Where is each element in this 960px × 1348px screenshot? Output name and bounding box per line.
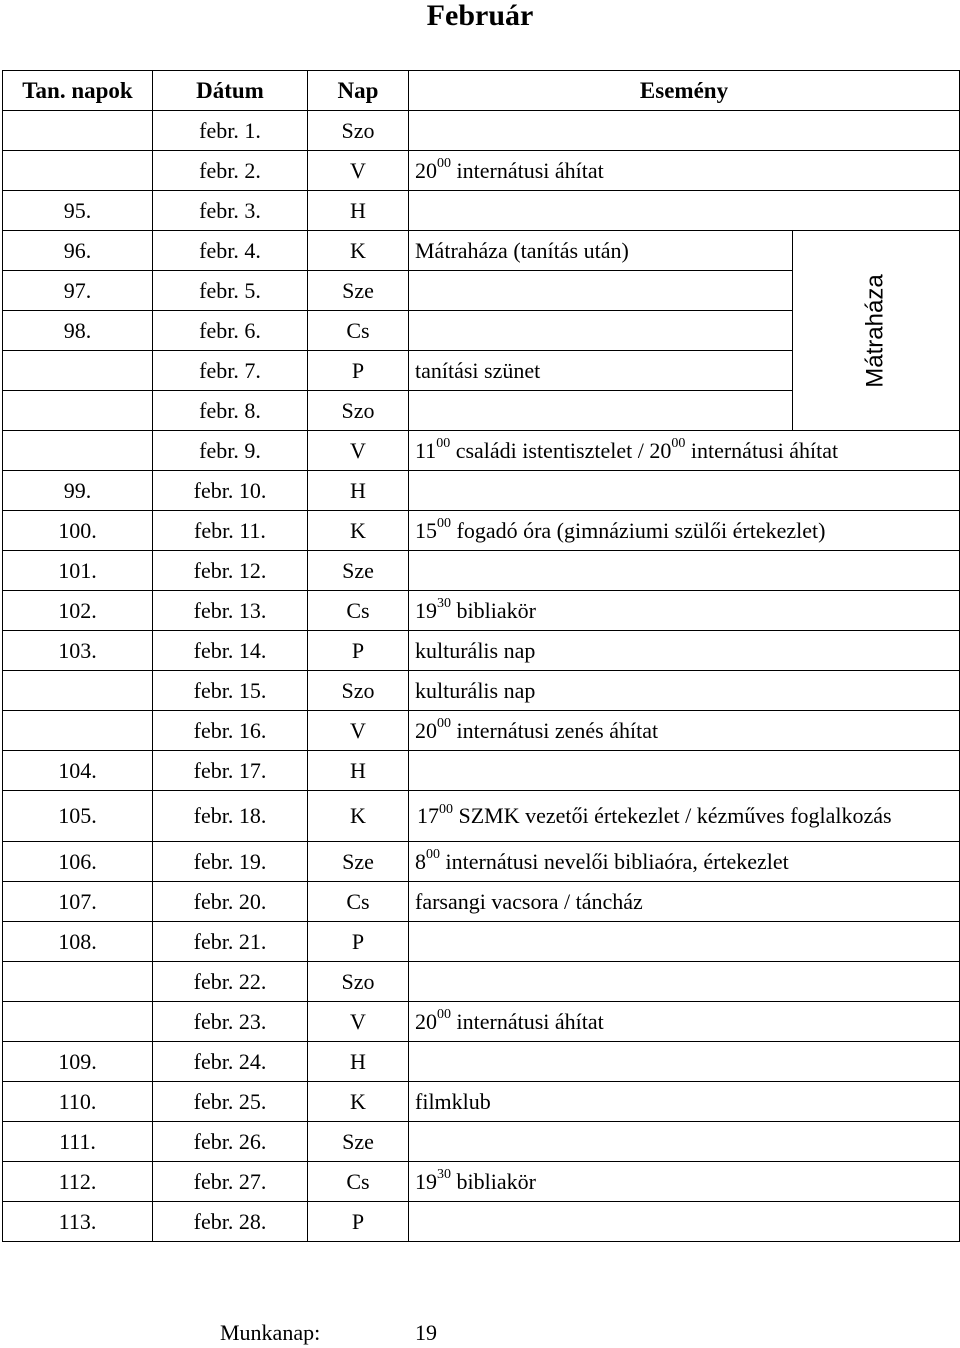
cell-weekday: V [308, 151, 409, 191]
cell-day-num: 106. [3, 842, 153, 882]
cell-event [409, 1082, 960, 1122]
header-event: Esemény [409, 71, 960, 111]
cell-weekday: V [308, 711, 409, 751]
table-row [3, 511, 960, 551]
cell-day-num: 110. [3, 1082, 153, 1122]
cell-event [409, 882, 960, 922]
cell-day-num: 100. [3, 511, 153, 551]
cell-date: febr. 18. [153, 791, 308, 842]
cell-day-num: 108. [3, 922, 153, 962]
event-time: 8 [415, 848, 426, 874]
cell-event [409, 391, 793, 431]
cell-day-num: 101. [3, 551, 153, 591]
cell-day-num [3, 151, 153, 191]
table-row [3, 1082, 960, 1122]
cell-event [409, 671, 960, 711]
cell-date: febr. 15. [153, 671, 308, 711]
cell-event [409, 351, 793, 391]
cell-weekday: H [308, 1042, 409, 1082]
cell-weekday: Sze [308, 1122, 409, 1162]
event-text: kulturális nap [415, 637, 536, 663]
event-time: 20 [415, 717, 437, 743]
cell-day-num: 102. [3, 591, 153, 631]
cell-date: febr. 20. [153, 882, 308, 922]
cell-weekday: Szo [308, 391, 409, 431]
event-text: SZMK vezetői értekezlet / kézműves foglalkozás [453, 803, 892, 828]
cell-event [409, 962, 960, 1002]
table-row [3, 1122, 960, 1162]
cell-day-num [3, 111, 153, 151]
cell-weekday: Sze [308, 551, 409, 591]
table-row [3, 711, 960, 751]
event-text: internátusi zenés áhítat [451, 717, 659, 743]
cell-event [409, 791, 960, 842]
header-row [3, 71, 960, 111]
cell-weekday: P [308, 351, 409, 391]
event-text: internátusi áhítat [451, 157, 604, 183]
cell-date: febr. 4. [153, 231, 308, 271]
cell-day-num: 109. [3, 1042, 153, 1082]
header-weekday: Nap [308, 71, 409, 111]
cell-event [409, 1202, 960, 1242]
cell-weekday: Szo [308, 671, 409, 711]
cell-day-num: 97. [3, 271, 153, 311]
table-row [3, 551, 960, 591]
cell-event [409, 431, 960, 471]
event-text: bibliakör [451, 597, 536, 623]
table-row [3, 231, 960, 271]
cell-event [409, 922, 960, 962]
cell-event [409, 151, 960, 191]
calendar-body [3, 111, 960, 1242]
cell-day-num: 98. [3, 311, 153, 351]
cell-event [409, 231, 793, 271]
cell-date: febr. 2. [153, 151, 308, 191]
event-time: 20 [415, 1008, 437, 1034]
cell-day-num: 104. [3, 751, 153, 791]
event-time-minutes: 30 [437, 1167, 451, 1183]
event-time: 15 [415, 517, 437, 543]
cell-weekday: P [308, 631, 409, 671]
cell-date: febr. 28. [153, 1202, 308, 1242]
cell-event [409, 1162, 960, 1202]
cell-weekday: Cs [308, 311, 409, 351]
cell-weekday: P [308, 922, 409, 962]
event-time-minutes: 00 [437, 716, 451, 732]
cell-weekday: Szo [308, 111, 409, 151]
table-row [3, 111, 960, 151]
table-row [3, 1202, 960, 1242]
event-time-minutes: 00 [437, 156, 451, 172]
cell-day-num: 103. [3, 631, 153, 671]
cell-day-num: 99. [3, 471, 153, 511]
event-time: 19 [415, 1168, 437, 1194]
event-text: farsangi vacsora / táncház [415, 888, 643, 914]
cell-event [409, 711, 960, 751]
cell-weekday: K [308, 791, 409, 842]
cell-event [409, 551, 960, 591]
event-time-minutes: 00 [437, 516, 451, 532]
cell-date: febr. 27. [153, 1162, 308, 1202]
cell-weekday: K [308, 1082, 409, 1122]
table-row [3, 842, 960, 882]
event-text: internátusi áhítat [685, 437, 839, 463]
cell-day-num: 112. [3, 1162, 153, 1202]
cell-event [409, 1002, 960, 1042]
cell-date: febr. 19. [153, 842, 308, 882]
cell-date: febr. 22. [153, 962, 308, 1002]
event-time-minutes: 30 [437, 596, 451, 612]
cell-day-num [3, 671, 153, 711]
table-row [3, 631, 960, 671]
event-text: fogadó óra (gimnáziumi szülői értekezlet) [451, 517, 826, 543]
event-time: 20 [415, 157, 437, 183]
cell-event [409, 111, 960, 151]
cell-date: febr. 1. [153, 111, 308, 151]
cell-weekday: H [308, 471, 409, 511]
cell-date: febr. 23. [153, 1002, 308, 1042]
cell-weekday: V [308, 1002, 409, 1042]
cell-day-num [3, 1002, 153, 1042]
side-label-cell [793, 231, 960, 431]
table-row [3, 591, 960, 631]
cell-weekday: Cs [308, 591, 409, 631]
table-row [3, 1042, 960, 1082]
cell-weekday: Szo [308, 962, 409, 1002]
cell-weekday: P [308, 1202, 409, 1242]
cell-weekday: K [308, 231, 409, 271]
cell-weekday: Sze [308, 842, 409, 882]
cell-day-num: 95. [3, 191, 153, 231]
cell-event [409, 191, 960, 231]
header-day-num: Tan. napok [3, 71, 153, 111]
cell-event [409, 1042, 960, 1082]
cell-date: febr. 9. [153, 431, 308, 471]
cell-day-num: 113. [3, 1202, 153, 1242]
event-time: 19 [415, 597, 437, 623]
cell-day-num: 107. [3, 882, 153, 922]
workday-count: 19 [415, 1320, 437, 1345]
table-row [3, 1162, 960, 1202]
event-text: kulturális nap [415, 677, 536, 703]
cell-date: febr. 3. [153, 191, 308, 231]
cell-date: febr. 24. [153, 1042, 308, 1082]
cell-date: febr. 16. [153, 711, 308, 751]
cell-date: febr. 10. [153, 471, 308, 511]
cell-event [409, 1122, 960, 1162]
cell-event [409, 591, 960, 631]
table-row [3, 671, 960, 711]
cell-event [409, 842, 960, 882]
cell-day-num [3, 711, 153, 751]
cell-date: febr. 7. [153, 351, 308, 391]
cell-weekday: Sze [308, 271, 409, 311]
event-text: tanítási szünet [415, 357, 541, 383]
cell-day-num: 105. [3, 791, 153, 842]
workday-label: Munkanap: [220, 1320, 321, 1345]
cell-date: febr. 12. [153, 551, 308, 591]
event-text: Mátraháza (tanítás után) [415, 237, 629, 263]
event-time-minutes: 00 [426, 847, 440, 863]
cell-date: febr. 26. [153, 1122, 308, 1162]
cell-event [409, 311, 793, 351]
cell-weekday: H [308, 751, 409, 791]
cell-event [409, 471, 960, 511]
cell-day-num [3, 351, 153, 391]
table-row [3, 1002, 960, 1042]
cell-weekday: V [308, 431, 409, 471]
table-row [3, 922, 960, 962]
side-label: Mátraháza [862, 273, 890, 388]
cell-event [409, 271, 793, 311]
cell-date: febr. 6. [153, 311, 308, 351]
table-row [3, 471, 960, 511]
cell-day-num [3, 962, 153, 1002]
table-row [3, 151, 960, 191]
cell-date: febr. 5. [153, 271, 308, 311]
page-title: Február [426, 0, 534, 32]
table-row [3, 191, 960, 231]
cell-date: febr. 13. [153, 591, 308, 631]
event-time-minutes: 00 [437, 1007, 451, 1023]
cell-date: febr. 25. [153, 1082, 308, 1122]
table-row [3, 431, 960, 471]
table-row [3, 751, 960, 791]
event-time-minutes: 00 [436, 436, 451, 452]
cell-date: febr. 21. [153, 922, 308, 962]
table-row [3, 791, 960, 842]
table-row [3, 882, 960, 922]
cell-day-num [3, 431, 153, 471]
cell-date: febr. 14. [153, 631, 308, 671]
cell-event [409, 631, 960, 671]
cell-weekday: H [308, 191, 409, 231]
cell-day-num [3, 391, 153, 431]
header-date: Dátum [153, 71, 308, 111]
cell-weekday: Cs [308, 882, 409, 922]
cell-event [409, 511, 960, 551]
event-text: internátusi áhítat [451, 1008, 604, 1034]
cell-date: febr. 17. [153, 751, 308, 791]
event-text: filmklub [415, 1088, 491, 1114]
event-time: 17 [417, 803, 439, 828]
event-text: internátusi nevelői bibliaóra, értekezlet [440, 848, 789, 874]
footer [220, 1320, 437, 1346]
cell-date: febr. 8. [153, 391, 308, 431]
event-text: családi istentisztelet / 20 [450, 437, 672, 463]
cell-day-num: 111. [3, 1122, 153, 1162]
event-time: 11 [415, 437, 437, 463]
cell-day-num: 96. [3, 231, 153, 271]
calendar-table [2, 70, 960, 1242]
table-row [3, 962, 960, 1002]
event-time-minutes: 00 [439, 801, 453, 817]
cell-event [409, 751, 960, 791]
cell-weekday: K [308, 511, 409, 551]
event-time-minutes: 00 [671, 436, 686, 452]
cell-weekday: Cs [308, 1162, 409, 1202]
event-text: bibliakör [451, 1168, 536, 1194]
cell-date: febr. 11. [153, 511, 308, 551]
